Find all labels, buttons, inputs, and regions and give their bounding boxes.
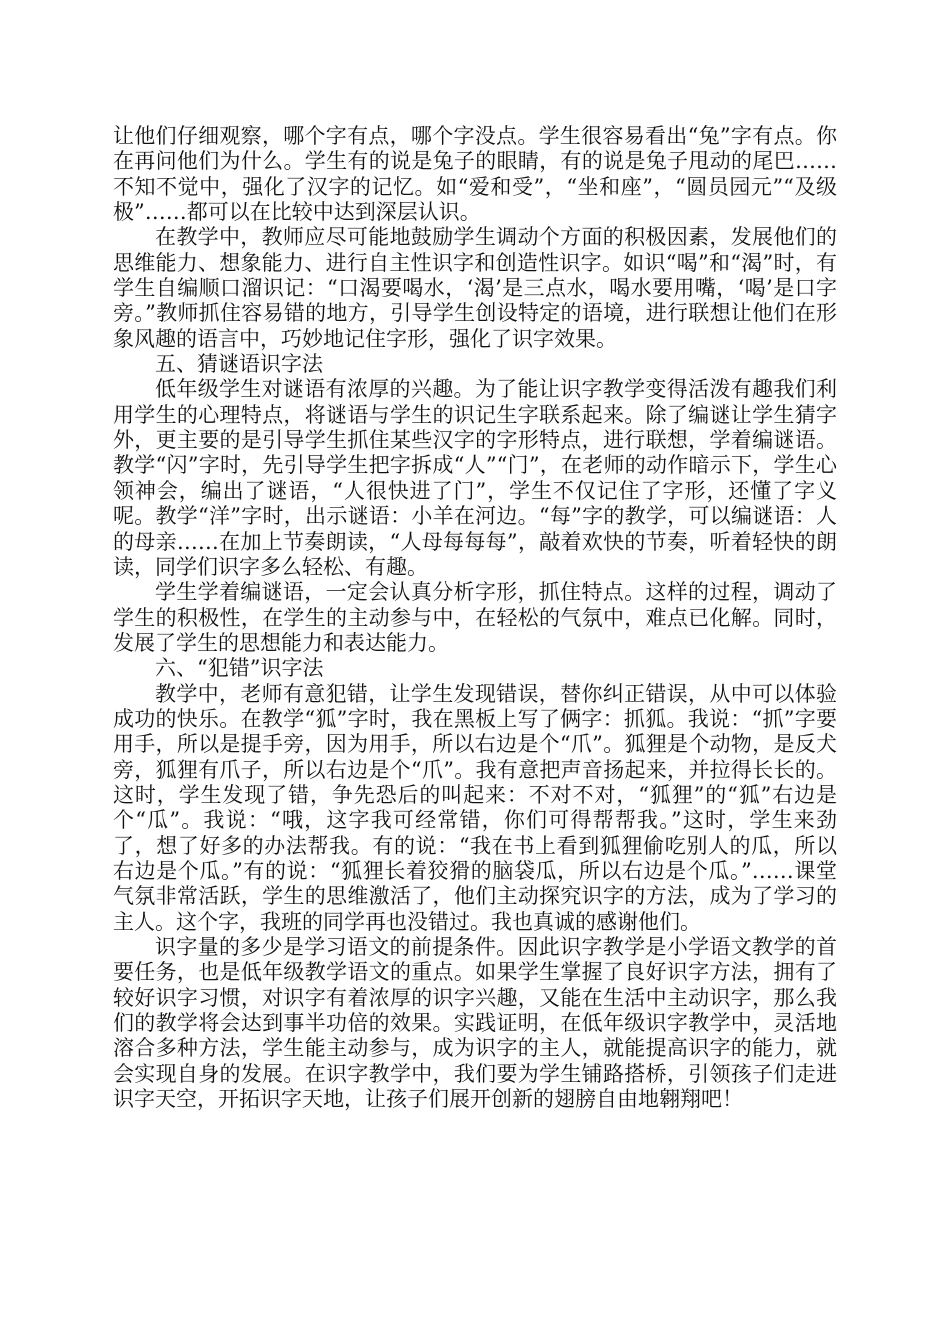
- paragraph-riddle-benefits: 学生学着编谜语，一定会认真分析字形，抓住特点。这样的过程，调动了学生的积极性，在学生的主动参与中，在轻松的气氛中，难点已化解。同时，发展了学生的思想能力和表达能力。: [113, 580, 837, 655]
- paragraph-conclusion: 识字量的多少是学习语文的前提条件。因此识字教学是小学语文教学的首要任务，也是低年级教学语文的重点。如果学生掌握了良好识字方法，拥有了较好识字习惯，对识字有着浓厚的识字兴趣，又能在生活中主动识字，那么我们的教学将会达到事半功倍的效果。实践证明，在低年级识字教学中，灵活地溶合多种方法，学生能主动参与，成为识字的主人，就能提高识字的能力，就会实现自身的发展。在识字教学中，我们要为学生铺路搭桥，引领孩子们走进识字天空，开拓识字天地，让孩子们展开创新的翅膀自由地翱翔吧！: [113, 935, 837, 1112]
- paragraph-self-directed-literacy: 在教学中，教师应尽可能地鼓励学生调动个方面的积极因素，发展他们的思维能力、想象能力、进行自主性识字和创造性识字。如识“喝”和“渴”时，有学生自编顺口溜识记：“口渴要喝水，‘渴’是三点水，喝水要用嘴，‘喝’是口字旁。”教师抓住容易错的地方，引导学生创设特定的语境，进行联想让他们在形象风趣的语言中，巧妙地记住字形，强化了识字效果。: [113, 225, 837, 351]
- document-page: [113, 124, 837, 1112]
- paragraph-continuation: 让他们仔细观察，哪个字有点，哪个字没点。学生很容易看出“兔”字有点。你在再问他们为什么。学生有的说是兔子的眼睛，有的说是兔子甩动的尾巴……不知不觉中，强化了汉字的记忆。如“爱和受”，“坐和座”，“圆员园元”“及级极”……都可以在比较中达到深层认识。: [113, 124, 837, 225]
- paragraph-riddle-interest: 低年级学生对谜语有浓厚的兴趣。为了能让识字教学变得活泼有趣我们利用学生的心理特点，将谜语与学生的识记生字联系起来。除了编谜让学生猜字外，更主要的是引导学生抓住某些汉字的字形特点，进行联想，学着编谜语。教学“闪”字时，先引导学生把字拆成“人”“门”，在老师的动作暗示下，学生心领神会，编出了谜语，“人很快进了门”，学生不仅记住了字形，还懂了字义呢。教学“洋”字时，出示谜语：小羊在河边。“每”字的教学，可以编谜语：人的母亲……在加上节奏朗读，“人母每每每”，敲着欢快的节奏，听着轻快的朗读，同学们识字多么轻松、有趣。: [113, 377, 837, 579]
- section-heading-riddle-method: 五、猜谜语识字法: [155, 352, 323, 377]
- paragraph-mistake-example: 教学中，老师有意犯错，让学生发现错误，替你纠正错误，从中可以体验成功的快乐。在教学“狐”字时，我在黑板上写了俩字：抓狐。我说：“抓”字要用手，所以是提手旁，因为用手，所以右边是个“爪”。狐狸是个动物，是反犬旁，狐狸有爪子，所以右边是个“爪”。我有意把声音扬起来，并拉得长长的。这时，学生发现了错，争先恐后的叫起来：不对不对，“狐狸”的“狐”右边是个“瓜”。我说：“哦，这字我可经常错，你们可得帮帮我。”这时，学生来劲了，想了好多的办法帮我。有的说：“我在书上看到狐狸偷吃别人的瓜，所以右边是个瓜。”有的说：“狐狸长着狡猾的脑袋瓜，所以右边是个瓜。”……课堂气氛非常活跃，学生的思维激活了，他们主动探究识字的方法，成为了学习的主人。这个字，我班的同学再也没错过。我也真诚的感谢他们。: [113, 681, 837, 934]
- section-heading-mistake-method: 六、“犯错”识字法: [155, 656, 324, 681]
